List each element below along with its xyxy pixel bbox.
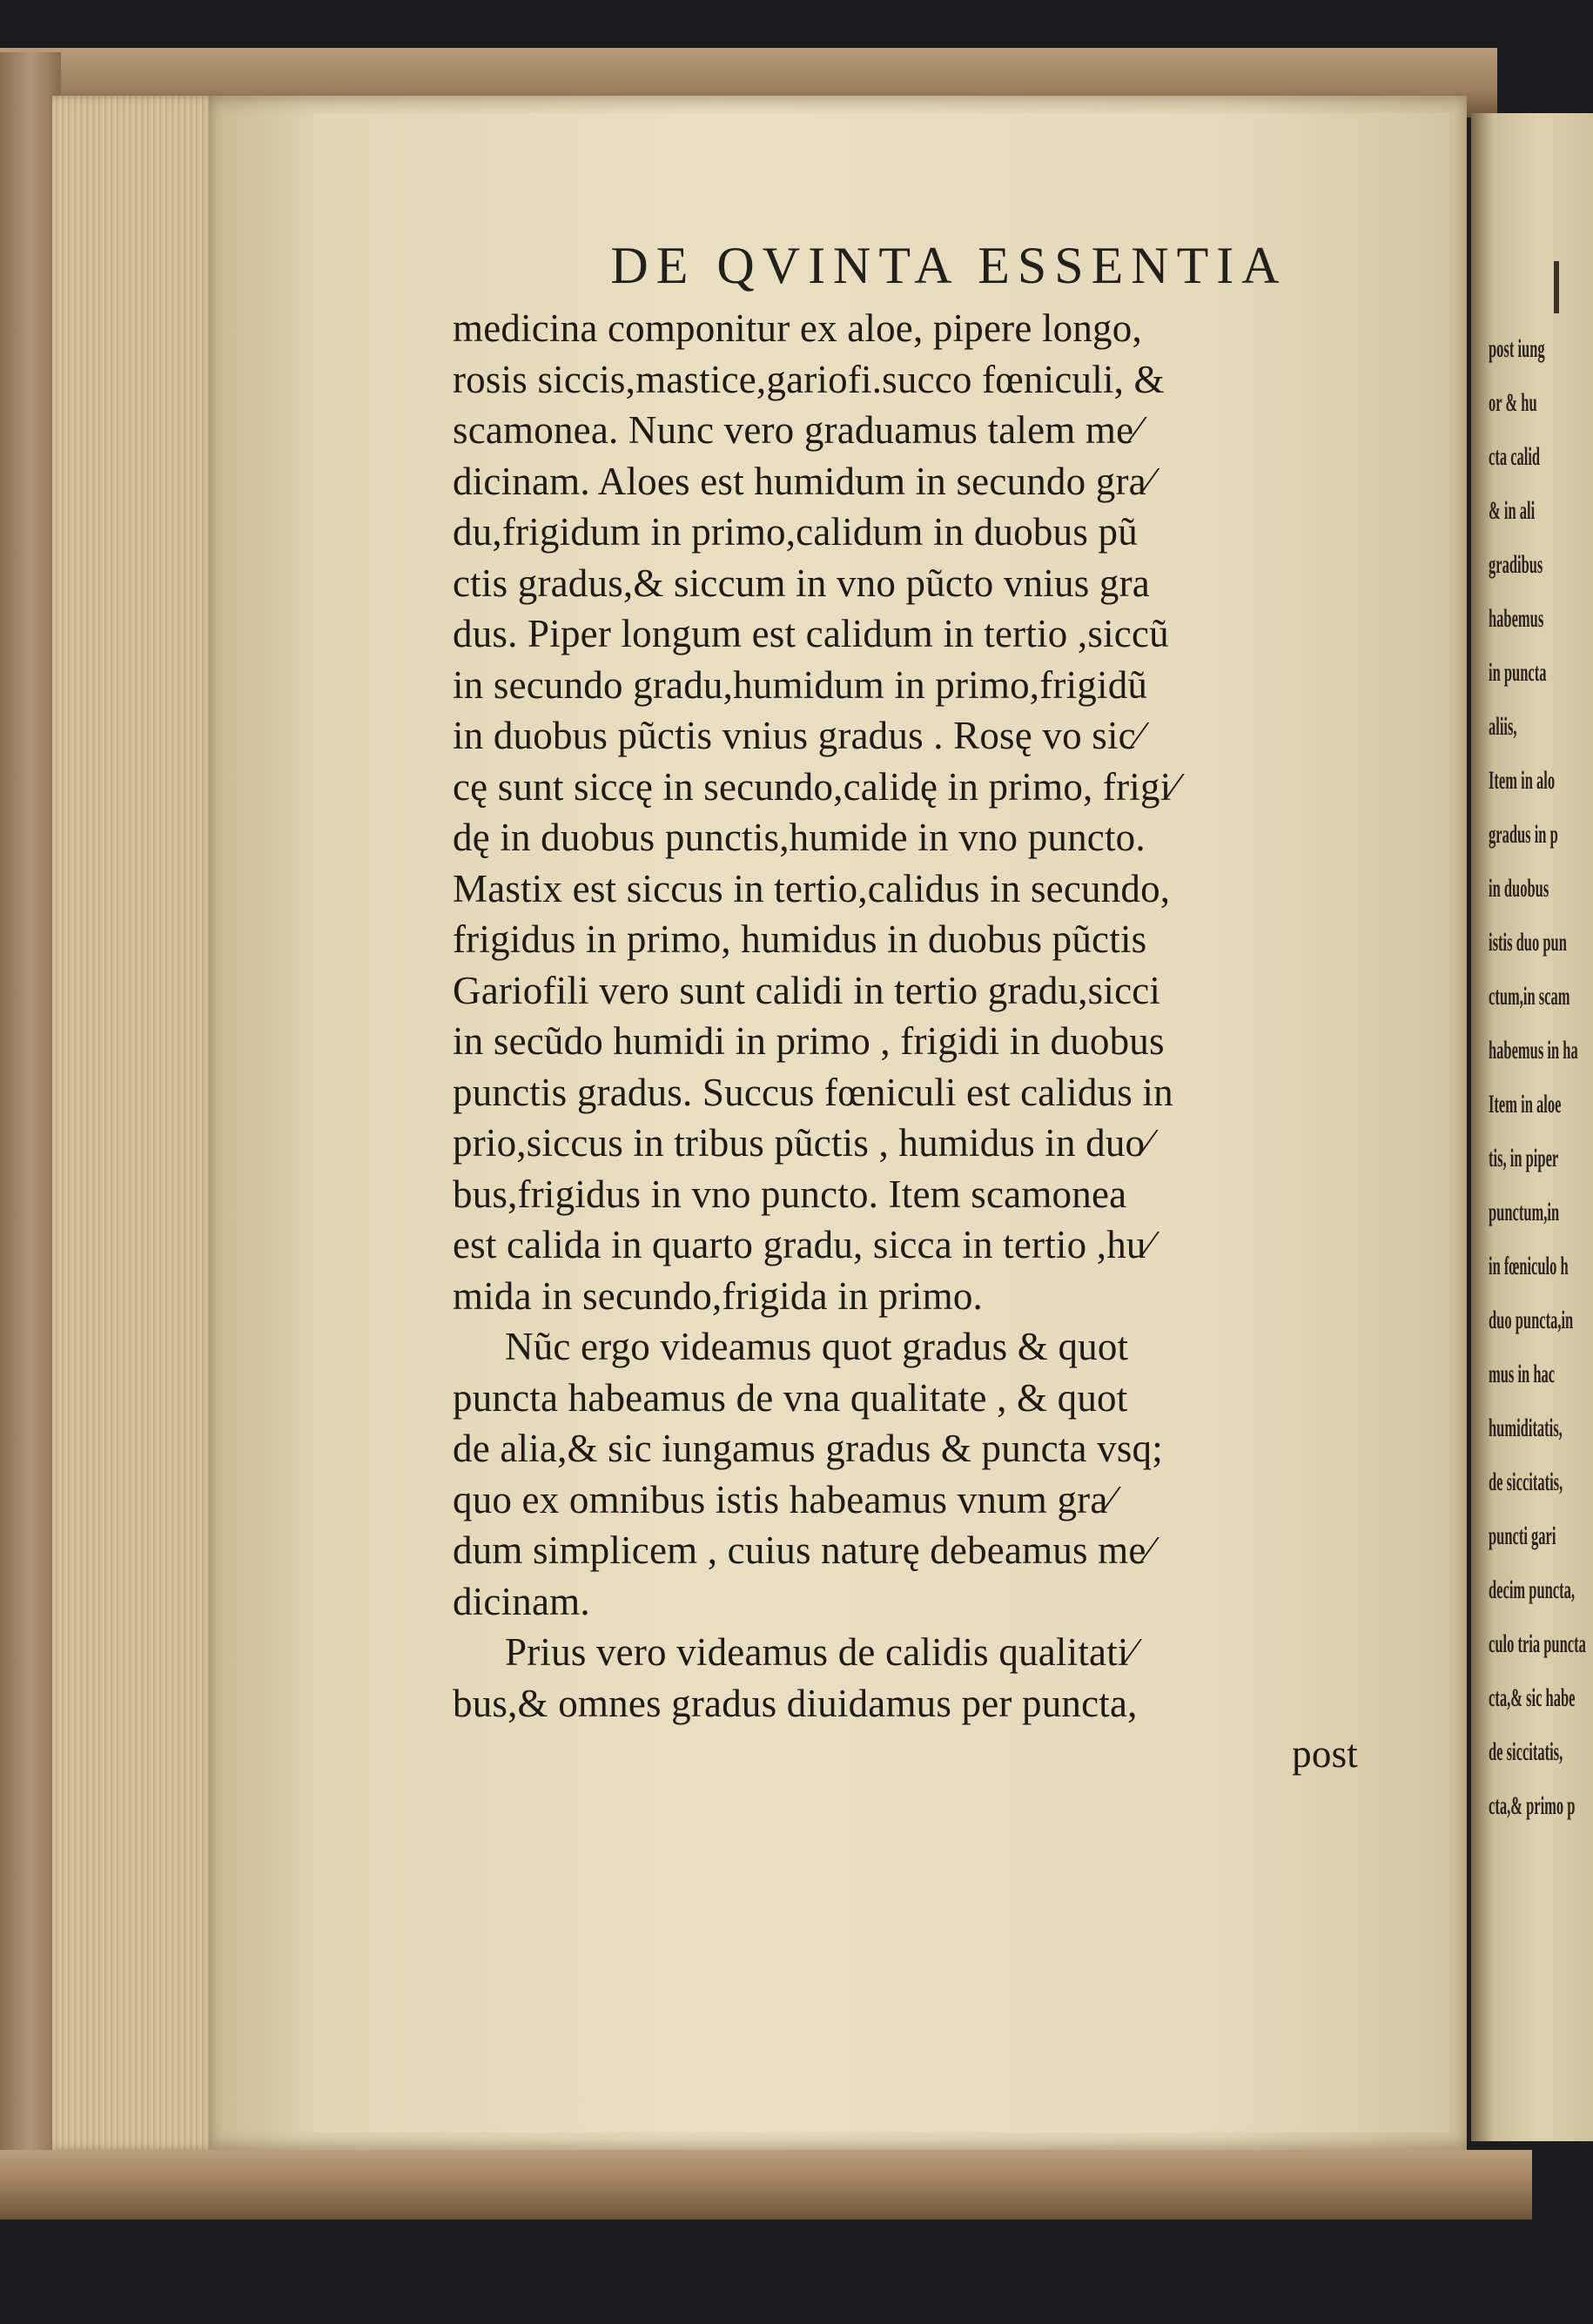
text-line: mida in secundo,frigida in primo. bbox=[453, 1273, 983, 1318]
facing-text-line: habemus bbox=[1489, 604, 1544, 633]
facing-text-line: tis, in piper bbox=[1489, 1144, 1559, 1172]
text-line: rosis siccis,mastice,gariofi.succo fœniculi, & bbox=[453, 357, 1165, 401]
text-line: ctis gradus,& siccum in vno pũcto vnius gra bbox=[453, 561, 1150, 605]
text-line: dę in duobus punctis,humide in vno puncto. bbox=[453, 816, 1146, 859]
facing-text-line: in duobus bbox=[1489, 874, 1549, 903]
text-line: dicinam. Aloes est humidum in secundo gra⁄ bbox=[453, 459, 1153, 503]
text-line: scamonea. Nunc vero graduamus talem me⁄ bbox=[453, 408, 1141, 452]
text-line: puncta habeamus de vna qualitate , & quot bbox=[453, 1375, 1128, 1420]
facing-text-line: puncti gari bbox=[1489, 1521, 1556, 1550]
text-line: in duobus pũctis vnius gradus . Rosę vo sic⁄ bbox=[453, 714, 1143, 757]
facing-text-line: de siccitatis, bbox=[1489, 1737, 1563, 1766]
text-line: punctis gradus. Succus fœniculi est calidus in bbox=[453, 1070, 1173, 1114]
text-line: bus,frigidus in vno puncto. Item scamonea bbox=[453, 1172, 1127, 1216]
text-line: post bbox=[1292, 1732, 1358, 1776]
text-line: Nũc ergo videamus quot gradus & quot bbox=[505, 1325, 1129, 1368]
text-line: in secũdo humidi in primo , frigidi in duobus bbox=[453, 1019, 1165, 1063]
text-line: medicina componitur ex aloe, pipere longo, bbox=[453, 306, 1142, 350]
facing-page-text bbox=[1489, 322, 1586, 1833]
facing-text-line: cta,& sic habe bbox=[1489, 1683, 1576, 1712]
facing-text-line: istis duo pun bbox=[1489, 928, 1567, 957]
text-block bbox=[453, 235, 1375, 1780]
text-line: dum simplicem , cuius naturę debeamus me⁄ bbox=[453, 1528, 1153, 1572]
page-edges bbox=[52, 96, 218, 2150]
text-line: Gariofili vero sunt calidi in tertio gradu,sicci bbox=[453, 968, 1161, 1012]
facing-text-line: & in ali bbox=[1489, 496, 1536, 525]
facing-text-line: duo puncta,in bbox=[1489, 1306, 1574, 1334]
text-line: dicinam. bbox=[453, 1579, 590, 1623]
facing-text-line: humiditatis, bbox=[1489, 1414, 1563, 1442]
facing-text-line: habemus in ha bbox=[1489, 1036, 1578, 1065]
book-cover-bottom bbox=[0, 2150, 1532, 2220]
facing-text-line: in puncta bbox=[1489, 658, 1547, 687]
text-line: bus,& omnes gradus diuidamus per puncta, bbox=[453, 1681, 1138, 1725]
body-text bbox=[453, 303, 1375, 1780]
facing-text-line: post iung bbox=[1489, 334, 1545, 363]
facing-text-line: cta,& primo p bbox=[1489, 1791, 1576, 1820]
text-line: quo ex omnibus istis habeamus vnum gra⁄ bbox=[453, 1477, 1115, 1521]
text-line: dus. Piper longum est calidum in tertio ,siccũ bbox=[453, 612, 1169, 655]
facing-text-line: cta calid bbox=[1489, 442, 1541, 471]
facing-text-line: aliis, bbox=[1489, 712, 1517, 741]
facing-text-line: gradibus bbox=[1489, 550, 1543, 579]
text-line: de alia,& sic iungamus gradus & puncta vsq; bbox=[453, 1427, 1163, 1470]
text-line: du,frigidum in primo,calidum in duobus pũ bbox=[453, 510, 1138, 554]
facing-text-line: de siccitatis, bbox=[1489, 1468, 1563, 1496]
facing-text-line: Item in aloe bbox=[1489, 1090, 1562, 1118]
running-head: DE QVINTA ESSENTIA bbox=[610, 237, 1287, 294]
facing-page bbox=[1471, 113, 1593, 2141]
text-line: frigidus in primo, humidus in duobus pũctis bbox=[453, 917, 1147, 961]
text-line: in secundo gradu,humidum in primo,frigidũ bbox=[453, 662, 1148, 707]
facing-text-line: or & hu bbox=[1489, 388, 1537, 417]
text-line: cę sunt siccę in secundo,calidę in primo, frigi⁄ bbox=[453, 764, 1179, 809]
facing-text-line: punctum,in bbox=[1489, 1198, 1560, 1226]
facing-text-line: culo tria puncta bbox=[1489, 1629, 1586, 1658]
facing-text-line: ctum,in scam bbox=[1489, 982, 1570, 1011]
facing-page-letter-mark bbox=[1554, 261, 1559, 313]
text-line: Mastix est siccus in tertio,calidus in secundo, bbox=[453, 866, 1171, 910]
facing-text-line: decim puncta, bbox=[1489, 1575, 1575, 1604]
facing-text-line: Item in alo bbox=[1489, 766, 1556, 795]
facing-text-line: in fœniculo h bbox=[1489, 1252, 1569, 1280]
facing-text-line: mus in hac bbox=[1489, 1360, 1556, 1388]
text-line: Prius vero videamus de calidis qualitati⁄ bbox=[505, 1630, 1136, 1674]
text-line: prio,siccus in tribus pũctis , humidus in duo⁄ bbox=[453, 1121, 1152, 1165]
facing-text-line: gradus in p bbox=[1489, 820, 1558, 849]
text-line: est calida in quarto gradu, sicca in tertio ,hu⁄ bbox=[453, 1223, 1153, 1266]
